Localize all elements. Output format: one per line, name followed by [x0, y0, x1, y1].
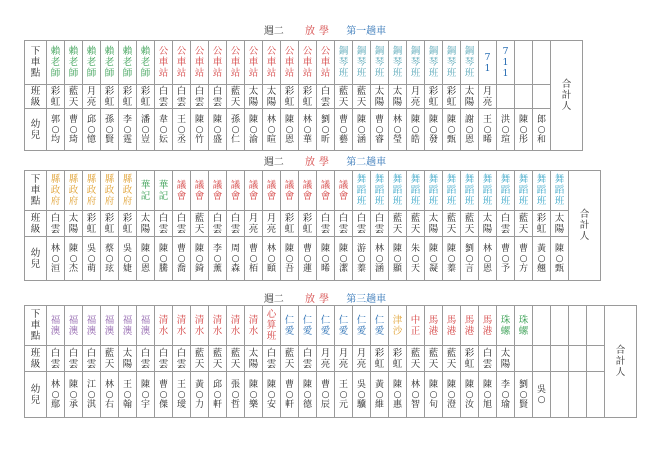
class-cell [533, 346, 551, 372]
child-cell: 曹○喬 [173, 237, 191, 281]
stop-cell: 馬港 [479, 306, 497, 346]
stop-cell: 議會 [209, 171, 227, 211]
child-cell: 陳○惠 [389, 372, 407, 418]
stop-cell: 清水 [209, 306, 227, 346]
class-cell: 太陽 [479, 211, 497, 237]
stop-cell: 舞蹈班 [497, 171, 515, 211]
stop-cell: 議會 [335, 171, 353, 211]
class-cell: 白雲 [155, 85, 173, 109]
stop-cell [533, 41, 551, 85]
section-3-day: 週二 [263, 294, 284, 305]
section-3-label: 放學 [305, 294, 333, 305]
child-cell: 林○恩 [479, 237, 497, 281]
child-cell: 陳○彤 [515, 109, 533, 151]
class-cell: 太陽 [119, 346, 137, 372]
class-cell: 彩虹 [119, 211, 137, 237]
class-cell: 太陽 [245, 85, 263, 109]
child-cell: 黃○翹 [533, 237, 551, 281]
stop-cell: 福澳 [65, 306, 83, 346]
child-cell: 謝○恩 [461, 109, 479, 151]
class-cell: 白雲 [317, 85, 335, 109]
stop-cell: 議會 [299, 171, 317, 211]
child-cell [551, 372, 569, 418]
class-cell: 彩虹 [47, 85, 65, 109]
stop-cell: 舞蹈班 [407, 171, 425, 211]
stop-cell: 縣政府 [47, 171, 65, 211]
class-cell: 太陽 [371, 85, 389, 109]
stop-cell: 舞蹈班 [353, 171, 371, 211]
class-cell: 月亮 [335, 346, 353, 372]
child-cell: 陳○汝 [461, 372, 479, 418]
child-cell: 郎○和 [533, 109, 551, 151]
stop-cell: 711 [497, 41, 515, 85]
child-cell: 曹○蓮 [299, 237, 317, 281]
stop-cell: 清水 [245, 306, 263, 346]
class-cell: 彩虹 [101, 211, 119, 237]
child-cell: 陳○恩 [281, 109, 299, 151]
stop-cell: 舞蹈班 [479, 171, 497, 211]
child-cell: 林○右 [101, 372, 119, 418]
child-cell: 陳○盛 [209, 109, 227, 151]
class-cell: 白雲 [47, 346, 65, 372]
total-cell: 合計人 [605, 306, 637, 418]
class-cell: 白雲 [173, 85, 191, 109]
section-2-table [24, 170, 601, 281]
class-cell: 太陽 [461, 85, 479, 109]
stop-cell: 公車站 [155, 41, 173, 85]
stop-cell: 議會 [263, 171, 281, 211]
stop-cell: 仁愛 [299, 306, 317, 346]
stop-cell: 縣政府 [65, 171, 83, 211]
class-cell: 藍天 [191, 346, 209, 372]
class-cell: 白雲 [65, 346, 83, 372]
section-2-bus: 第二趟車 [346, 157, 387, 168]
child-cell: 邱○憶 [83, 109, 101, 151]
stop-cell: 賴老師 [101, 41, 119, 85]
class-cell [515, 85, 533, 109]
class-cell: 太陽 [425, 211, 443, 237]
stop-cell: 舞蹈班 [425, 171, 443, 211]
class-cell: 彩虹 [443, 85, 461, 109]
child-cell: 游○蓁 [353, 237, 371, 281]
class-cell: 白雲 [209, 85, 227, 109]
child-cell: 陳○蓁 [443, 237, 461, 281]
stop-cell: 賴老師 [65, 41, 83, 85]
stop-cell: 華記 [137, 171, 155, 211]
stop-cell: 舞蹈班 [371, 171, 389, 211]
stop-cell: 公車站 [209, 41, 227, 85]
stop-cell: 議會 [227, 171, 245, 211]
child-cell: 陳○錡 [191, 237, 209, 281]
stop-cell: 公車站 [227, 41, 245, 85]
stop-cell: 公車站 [317, 41, 335, 85]
stop-cell: 縣政府 [83, 171, 101, 211]
child-cell: 陳○渝 [245, 109, 263, 151]
section-1-day: 週二 [263, 26, 284, 37]
class-cell: 藍天 [407, 211, 425, 237]
child-cell: 陳○皓 [407, 109, 425, 151]
class-cell: 藍天 [425, 346, 443, 372]
stop-cell: 縣政府 [119, 171, 137, 211]
child-cell: 林○暄 [263, 109, 281, 151]
class-cell: 太陽 [65, 211, 83, 237]
child-cell: 林○瑩 [389, 109, 407, 151]
stop-cell [587, 306, 605, 346]
child-cell: 韋○妘 [155, 109, 173, 151]
child-cell: 陳○甄 [551, 237, 569, 281]
child-cell: 曹○栢 [245, 237, 263, 281]
class-cell: 白雲 [353, 211, 371, 237]
class-cell: 藍天 [335, 85, 353, 109]
stop-cell: 鋼琴班 [407, 41, 425, 85]
child-cell: 陳○澄 [443, 372, 461, 418]
stop-cell: 議會 [317, 171, 335, 211]
child-cell: 陳○晞 [317, 237, 335, 281]
child-cell: 李○瑜 [497, 372, 515, 418]
child-cell: 王○元 [335, 372, 353, 418]
child-cell: 陳○騰 [155, 237, 173, 281]
stop-cell: 鋼琴班 [425, 41, 443, 85]
header-child: 幼兒 [25, 109, 47, 151]
class-cell: 白雲 [155, 211, 173, 237]
class-cell [515, 346, 533, 372]
class-cell [551, 346, 569, 372]
child-cell: 陳○發 [425, 109, 443, 151]
stop-cell: 賴老師 [119, 41, 137, 85]
child-cell: 李○薰 [209, 237, 227, 281]
child-cell: 孫○賢 [101, 109, 119, 151]
child-cell: 吳○驥 [353, 372, 371, 418]
class-cell: 月亮 [407, 85, 425, 109]
class-cell: 白雲 [227, 211, 245, 237]
child-cell: 陳○樂 [245, 372, 263, 418]
child-cell: 林○頤 [263, 237, 281, 281]
stop-cell: 仁愛 [353, 306, 371, 346]
stop-cell: 賴老師 [83, 41, 101, 85]
child-cell: 潘○豈 [137, 109, 155, 151]
class-cell: 彩虹 [389, 346, 407, 372]
section-1-table [24, 40, 583, 151]
section-3-table [24, 305, 637, 418]
child-cell: 陳○涵 [353, 109, 371, 151]
stop-cell [551, 306, 569, 346]
stop-cell: 中正 [407, 306, 425, 346]
class-cell: 藍天 [353, 85, 371, 109]
stop-cell: 清水 [173, 306, 191, 346]
stop-cell: 馬港 [461, 306, 479, 346]
child-cell: 陳○吾 [281, 237, 299, 281]
header-class: 班級 [25, 346, 47, 372]
child-cell: 劉○言 [461, 237, 479, 281]
child-cell: 朱○天 [407, 237, 425, 281]
class-cell: 彩虹 [299, 85, 317, 109]
stop-cell: 公車站 [173, 41, 191, 85]
stop-cell: 珠螺 [497, 306, 515, 346]
child-cell: 林○洹 [47, 237, 65, 281]
stop-cell: 仁愛 [335, 306, 353, 346]
child-cell: 王○璦 [173, 372, 191, 418]
child-cell: 曹○辰 [317, 372, 335, 418]
child-cell: 陳○顯 [389, 237, 407, 281]
class-cell: 月亮 [353, 346, 371, 372]
child-cell: 曹○方 [515, 237, 533, 281]
child-cell: 陳○潔 [335, 237, 353, 281]
child-cell: 陳○旬 [425, 372, 443, 418]
child-cell: 陳○杰 [65, 237, 83, 281]
class-cell: 彩虹 [281, 85, 299, 109]
header-class: 班級 [25, 211, 47, 237]
section-3-bus: 第三趟車 [346, 294, 387, 305]
class-cell: 彩虹 [533, 211, 551, 237]
section-1-bus: 第一趟車 [346, 26, 387, 37]
class-cell: 白雲 [83, 346, 101, 372]
stop-cell: 公車站 [263, 41, 281, 85]
child-cell: 周○森 [227, 237, 245, 281]
child-cell: 蔡○玹 [101, 237, 119, 281]
stop-cell: 公車站 [245, 41, 263, 85]
stop-cell: 舞蹈班 [515, 171, 533, 211]
child-cell: 陳○竹 [191, 109, 209, 151]
class-cell: 彩虹 [101, 85, 119, 109]
stop-cell: 鋼琴班 [461, 41, 479, 85]
child-cell: 曹○傑 [155, 372, 173, 418]
class-cell: 白雲 [371, 211, 389, 237]
stop-cell: 珠螺 [515, 306, 533, 346]
class-cell [533, 85, 551, 109]
stop-cell: 鋼琴班 [335, 41, 353, 85]
child-cell: 黃○力 [191, 372, 209, 418]
class-cell: 彩虹 [371, 346, 389, 372]
child-cell: 曹○予 [497, 237, 515, 281]
class-cell: 藍天 [389, 211, 407, 237]
class-cell: 白雲 [497, 211, 515, 237]
child-cell: 陳○恩 [137, 237, 155, 281]
total-cell: 合計人 [569, 171, 601, 281]
stop-cell: 議會 [173, 171, 191, 211]
section-2-label: 放學 [305, 157, 333, 168]
child-cell: 曹○軒 [281, 372, 299, 418]
stop-cell: 福澳 [83, 306, 101, 346]
child-cell [569, 372, 587, 418]
child-cell: 吳○婕 [119, 237, 137, 281]
header-stop: 下車點 [25, 41, 47, 85]
stop-cell: 議會 [281, 171, 299, 211]
child-cell: 陳○甄 [443, 109, 461, 151]
stop-cell: 鋼琴班 [353, 41, 371, 85]
total-cell: 合計人 [551, 41, 583, 151]
class-cell: 白雲 [191, 85, 209, 109]
class-cell: 月亮 [317, 346, 335, 372]
class-cell: 白雲 [209, 211, 227, 237]
child-cell: 王○丞 [173, 109, 191, 151]
stop-cell: 鋼琴班 [389, 41, 407, 85]
child-cell: 孫○仁 [227, 109, 245, 151]
section-2-day: 週二 [263, 157, 284, 168]
class-cell: 彩虹 [137, 85, 155, 109]
class-cell: 白雲 [335, 211, 353, 237]
class-cell: 白雲 [263, 346, 281, 372]
class-cell: 白雲 [155, 346, 173, 372]
child-cell: 曹○睿 [371, 109, 389, 151]
stop-cell: 福澳 [47, 306, 65, 346]
child-cell: 郭○均 [47, 109, 65, 151]
child-cell: 張○哲 [227, 372, 245, 418]
child-cell: 林○涵 [371, 237, 389, 281]
class-cell: 月亮 [83, 85, 101, 109]
class-cell: 藍天 [65, 85, 83, 109]
stop-cell: 福澳 [119, 306, 137, 346]
stop-cell: 公車站 [281, 41, 299, 85]
stop-cell: 心算班 [263, 306, 281, 346]
stop-cell: 鋼琴班 [443, 41, 461, 85]
class-cell: 藍天 [407, 346, 425, 372]
stop-cell: 清水 [191, 306, 209, 346]
child-cell: 劉○賢 [515, 372, 533, 418]
class-cell: 彩虹 [281, 211, 299, 237]
class-cell: 白雲 [137, 346, 155, 372]
stop-cell: 鋼琴班 [371, 41, 389, 85]
child-cell: 李○霆 [119, 109, 137, 151]
stop-cell: 公車站 [299, 41, 317, 85]
child-cell: 江○淇 [83, 372, 101, 418]
stop-cell: 馬港 [443, 306, 461, 346]
stop-cell: 縣政府 [101, 171, 119, 211]
stop-cell: 舞蹈班 [443, 171, 461, 211]
class-cell: 藍天 [281, 346, 299, 372]
stop-cell [515, 41, 533, 85]
class-cell: 藍天 [461, 211, 479, 237]
stop-cell: 公車站 [191, 41, 209, 85]
stop-cell: 舞蹈班 [389, 171, 407, 211]
class-cell [497, 85, 515, 109]
class-cell: 白雲 [317, 211, 335, 237]
child-cell: 陳○安 [263, 372, 281, 418]
class-cell: 彩虹 [119, 85, 137, 109]
stop-cell: 仁愛 [371, 306, 389, 346]
class-cell [587, 346, 605, 372]
child-cell: 王○翰 [119, 372, 137, 418]
class-cell: 太陽 [497, 346, 515, 372]
class-cell: 太陽 [263, 85, 281, 109]
child-cell: 林○鄢 [47, 372, 65, 418]
stop-cell: 舞蹈班 [461, 171, 479, 211]
child-cell: 王○晞 [479, 109, 497, 151]
stop-cell: 仁愛 [317, 306, 335, 346]
stop-cell: 馬港 [425, 306, 443, 346]
child-cell: 陳○承 [65, 372, 83, 418]
child-cell: 陳○德 [299, 372, 317, 418]
header-class: 班級 [25, 85, 47, 109]
header-stop: 下車點 [25, 171, 47, 211]
stop-cell: 福澳 [137, 306, 155, 346]
child-cell: 曹○藝 [335, 109, 353, 151]
header-child: 幼兒 [25, 237, 47, 281]
stop-cell: 賴老師 [47, 41, 65, 85]
stop-cell [569, 306, 587, 346]
child-cell: 曹○琦 [65, 109, 83, 151]
child-cell: 吳○萌 [83, 237, 101, 281]
class-cell: 彩虹 [299, 211, 317, 237]
header-stop: 下車點 [25, 306, 47, 346]
class-cell: 太陽 [245, 346, 263, 372]
child-cell: 陳○宇 [137, 372, 155, 418]
stop-cell [533, 306, 551, 346]
child-cell: 陳○凝 [425, 237, 443, 281]
child-cell: 邱○軒 [209, 372, 227, 418]
class-cell: 月亮 [245, 211, 263, 237]
class-cell: 藍天 [515, 211, 533, 237]
class-cell: 白雲 [479, 346, 497, 372]
child-cell: 林○智 [407, 372, 425, 418]
stop-cell: 議會 [191, 171, 209, 211]
class-cell: 彩虹 [83, 211, 101, 237]
class-cell: 白雲 [173, 346, 191, 372]
class-cell: 太陽 [137, 211, 155, 237]
class-cell: 白雲 [47, 211, 65, 237]
stop-cell: 71 [479, 41, 497, 85]
class-cell [569, 346, 587, 372]
child-cell: 洪○瑄 [497, 109, 515, 151]
child-cell: 陳○旭 [479, 372, 497, 418]
class-cell: 藍天 [443, 211, 461, 237]
class-cell: 月亮 [479, 85, 497, 109]
stop-cell: 賴老師 [137, 41, 155, 85]
class-cell: 白雲 [173, 211, 191, 237]
stop-cell: 舞蹈班 [533, 171, 551, 211]
child-cell: 黃○維 [371, 372, 389, 418]
child-cell: 劉○昕 [317, 109, 335, 151]
stop-cell: 清水 [227, 306, 245, 346]
child-cell [587, 372, 605, 418]
class-cell: 藍天 [209, 346, 227, 372]
stop-cell: 仁愛 [281, 306, 299, 346]
child-cell: 吳○ [533, 372, 551, 418]
stop-cell: 津沙 [389, 306, 407, 346]
class-cell: 太陽 [389, 85, 407, 109]
class-cell: 藍天 [227, 85, 245, 109]
section-2-title [0, 156, 650, 170]
stop-cell: 舞蹈班 [551, 171, 569, 211]
class-cell: 藍天 [443, 346, 461, 372]
class-cell: 藍天 [101, 346, 119, 372]
class-cell: 彩虹 [461, 346, 479, 372]
class-cell: 白雲 [299, 346, 317, 372]
header-child: 幼兒 [25, 372, 47, 418]
stop-cell: 福澳 [101, 306, 119, 346]
class-cell: 彩虹 [425, 85, 443, 109]
class-cell: 藍天 [227, 346, 245, 372]
class-cell: 太陽 [551, 211, 569, 237]
section-1-label: 放學 [305, 26, 333, 37]
child-cell: 林○華 [299, 109, 317, 151]
class-cell: 月亮 [263, 211, 281, 237]
stop-cell: 華記 [155, 171, 173, 211]
stop-cell: 議會 [245, 171, 263, 211]
class-cell: 藍天 [191, 211, 209, 237]
stop-cell: 清水 [155, 306, 173, 346]
section-1-title [0, 25, 650, 39]
